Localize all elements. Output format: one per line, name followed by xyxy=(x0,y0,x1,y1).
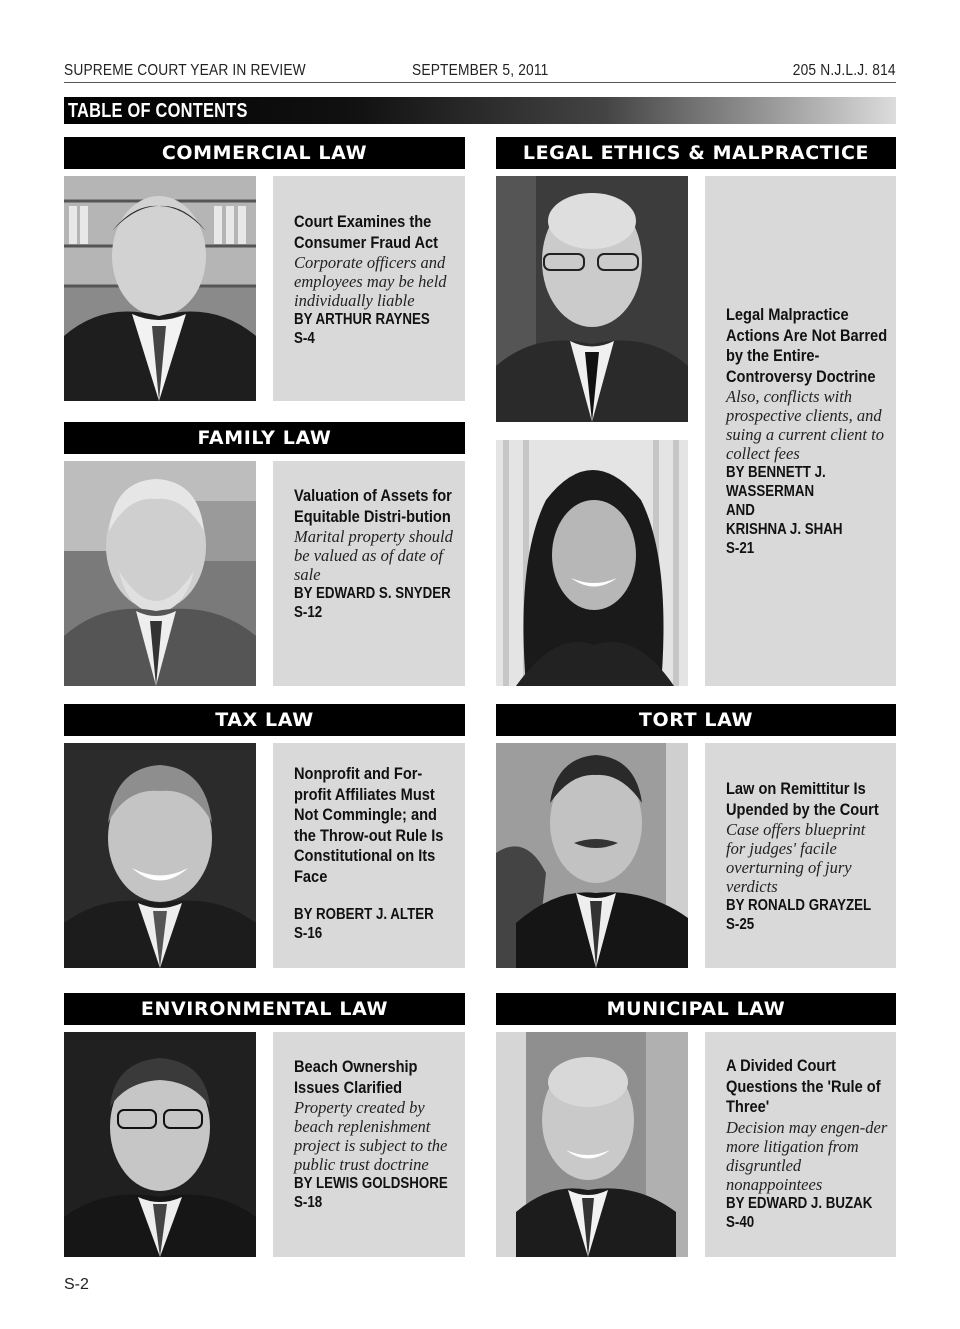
article-byline: BY RONALD GRAYZEL xyxy=(726,897,872,914)
section-header-tax-law: TAX LAW xyxy=(64,704,465,736)
article-deck: Marital property should be valued as of date of sale xyxy=(294,527,453,584)
section-header-family-law: FAMILY LAW xyxy=(64,422,465,454)
article-byline: BY ARTHUR RAYNES xyxy=(294,311,430,328)
article-deck: Corporate officers and employees may be held individually liable xyxy=(294,253,447,310)
author-photo-grayzel xyxy=(496,743,688,968)
author-photo-raynes xyxy=(64,176,256,401)
author-photo-goldshore xyxy=(64,1032,256,1257)
article-title[interactable]: Legal Malpractice Actions Are Not Barred by the Entire-Controversy Doctrine xyxy=(726,305,888,386)
page-reference[interactable]: S-4 xyxy=(294,330,315,347)
article-deck: Decision may engen-der more litigation from disgruntled nonappointees xyxy=(726,1117,888,1194)
issue-date: SEPTEMBER 5, 2011 xyxy=(412,62,549,79)
author-photo-alter xyxy=(64,743,256,968)
section-header-tort-law: TORT LAW xyxy=(496,704,896,736)
article-card-commercial[interactable] xyxy=(273,176,465,401)
section-header-legal-ethics: LEGAL ETHICS & MALPRACTICE xyxy=(496,137,896,169)
spacer xyxy=(294,887,457,905)
page-number: S-2 xyxy=(64,1276,89,1293)
page-reference[interactable]: S-18 xyxy=(294,1194,323,1211)
article-byline: BY BENNETT J. WASSERMAN xyxy=(726,464,826,500)
article-byline: BY EDWARD J. BUZAK xyxy=(726,1194,873,1212)
running-head xyxy=(64,60,896,83)
page-reference[interactable]: S-21 xyxy=(726,540,755,557)
article-card-environmental[interactable] xyxy=(273,1032,465,1257)
page-reference[interactable]: S-16 xyxy=(294,925,323,942)
publication-title: SUPREME COURT YEAR IN REVIEW xyxy=(64,62,306,79)
section-header-municipal-law: MUNICIPAL LAW xyxy=(496,993,896,1025)
article-title[interactable]: A Divided Court Questions the 'Rule of Three' xyxy=(726,1056,881,1116)
article-byline-second: KRISHNA J. SHAH xyxy=(726,521,843,538)
article-title[interactable]: Nonprofit and For-profit Affiliates Must Not Commingle; and the Throw-out Rule Is Constitutional on Its Face xyxy=(294,764,444,886)
author-photo-buzak xyxy=(496,1032,688,1257)
author-photo-wasserman xyxy=(496,176,688,422)
section-header-environmental-law: ENVIRONMENTAL LAW xyxy=(64,993,465,1025)
section-header-commercial-law: COMMERCIAL LAW xyxy=(64,137,465,169)
article-card-tax[interactable] xyxy=(273,743,465,968)
article-deck: Case offers blueprint for judges' facile overturning of jury verdicts xyxy=(726,820,866,896)
article-byline: BY LEWIS GOLDSHORE xyxy=(294,1175,448,1192)
author-photo-snyder xyxy=(64,461,256,686)
article-title[interactable]: Beach Ownership Issues Clarified xyxy=(294,1057,418,1097)
article-title[interactable]: Law on Remittitur Is Upended by the Court xyxy=(726,779,879,819)
article-title[interactable]: Valuation of Assets for Equitable Distri-bution xyxy=(294,486,452,526)
author-photo-shah xyxy=(496,440,688,686)
article-deck: Also, conflicts with prospective clients, and suing a current client to collect fees xyxy=(726,387,884,463)
article-card-tort[interactable] xyxy=(705,743,896,968)
article-card-family[interactable] xyxy=(273,461,465,686)
article-deck: Property created by beach replenishment project is subject to the public trust doctrine xyxy=(294,1098,448,1174)
toc-heading-bar xyxy=(64,97,896,124)
citation: 205 N.J.L.J. 814 xyxy=(793,62,896,79)
toc-heading: TABLE OF CONTENTS xyxy=(68,100,248,122)
article-card-municipal[interactable] xyxy=(705,1032,896,1257)
article-byline: BY EDWARD S. SNYDER xyxy=(294,585,451,602)
page-reference[interactable]: S-25 xyxy=(726,916,755,933)
article-title[interactable]: Court Examines the Consumer Fraud Act xyxy=(294,212,439,252)
page-reference[interactable]: S-12 xyxy=(294,604,323,621)
article-byline: BY ROBERT J. ALTER xyxy=(294,906,434,923)
byline-conjunction: AND xyxy=(726,502,755,519)
page-reference[interactable]: S-40 xyxy=(726,1213,755,1231)
article-card-legal-ethics[interactable] xyxy=(705,176,896,686)
